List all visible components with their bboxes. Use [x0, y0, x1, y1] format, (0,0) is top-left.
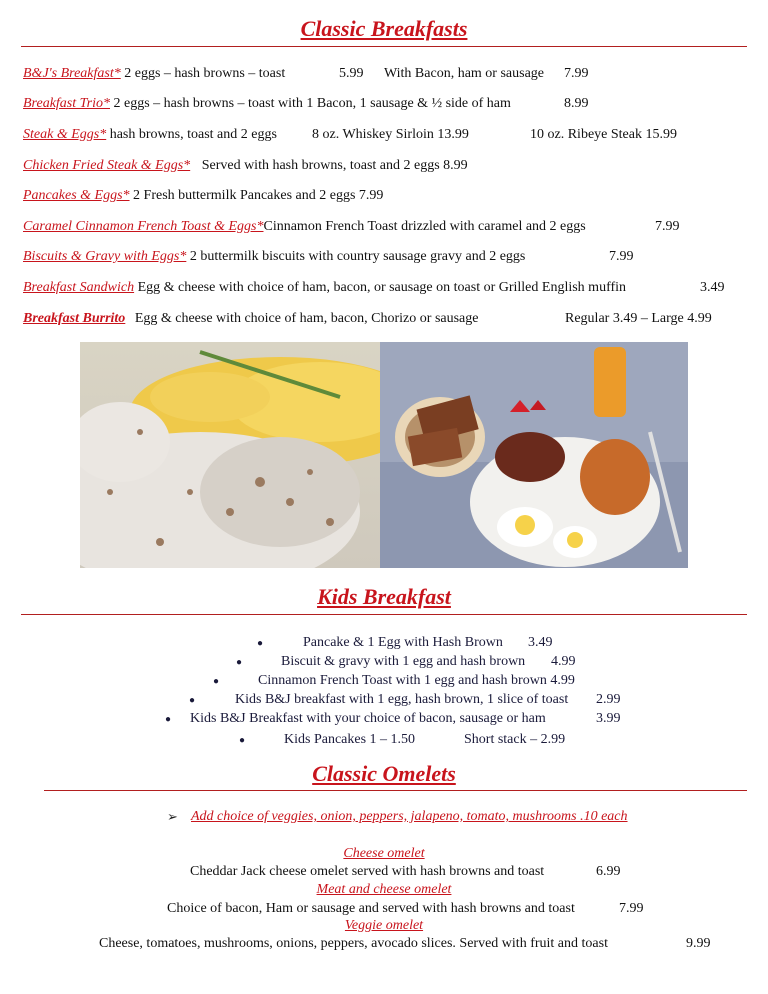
item-desc: Served with hash browns, toast and 2 eggs 8.99 [201, 158, 468, 173]
arrow-bullet-icon: ➢ [167, 809, 178, 824]
item-desc: 2 eggs – hash browns – toast with 1 Bacon, 1 sausage & ½ side of ham [113, 96, 511, 111]
omelet-desc: Cheese, tomatoes, mushrooms, onions, peppers, avocado slices. Served with fruit and toast [99, 936, 608, 951]
omelet-name: Veggie omelet [344, 918, 424, 933]
item-name: B&J's Breakfast* [23, 66, 121, 81]
omelet-price: 9.99 [686, 936, 711, 951]
item-name: Pancakes & Eggs* [23, 188, 130, 203]
kids-breakfast-title: Kids Breakfast [317, 584, 451, 609]
title-divider [21, 614, 747, 615]
item-desc: 2 eggs – hash browns – toast [124, 66, 286, 81]
list-item-price: 4.99 [551, 654, 576, 669]
item-name: Breakfast Trio* [23, 96, 110, 111]
omelet-desc: Choice of bacon, Ham or sausage and served with hash browns and toast [167, 901, 575, 916]
menu-item [23, 127, 277, 143]
classic-omelets-title: Classic Omelets [312, 761, 456, 786]
list-item-price: Short stack – 2.99 [464, 732, 566, 747]
item-desc: Egg & cheese with choice of ham, bacon, or sausage on toast or Grilled English muffin [137, 280, 627, 295]
title-divider [44, 790, 747, 791]
bullet-dot-icon: ● [189, 695, 196, 706]
list-item: Kids B&J Breakfast with your choice of bacon, sausage or ham [190, 711, 546, 726]
bullet-dot-icon: ● [257, 638, 264, 649]
list-item-price: 3.99 [596, 711, 621, 726]
omelet-name: Cheese omelet [343, 846, 425, 861]
omelet-price: 7.99 [619, 901, 644, 916]
item-desc: hash browns, toast and 2 eggs [109, 127, 277, 142]
list-item: Kids B&J breakfast with 1 egg, hash brown, 1 slice of toast [235, 692, 569, 707]
item-extra: With Bacon, ham or sausage [384, 66, 545, 81]
item-name: Breakfast Sandwich [23, 280, 135, 295]
omelet-price: 6.99 [596, 864, 621, 879]
item-desc: 2 buttermilk biscuits with country sausage gravy and 2 eggs [189, 249, 526, 264]
item-option: 10 oz. Ribeye Steak 15.99 [530, 127, 677, 142]
list-item: Pancake & 1 Egg with Hash Brown [303, 635, 503, 650]
item-option: 8 oz. Whiskey Sirloin 13.99 [312, 127, 469, 142]
item-name: Steak & Eggs* [23, 127, 107, 142]
item-price: 8.99 [564, 96, 589, 111]
menu-item [23, 96, 511, 112]
title-divider [21, 46, 747, 47]
item-name: Caramel Cinnamon French Toast & Eggs* [23, 219, 264, 234]
item-desc: Cinnamon French Toast drizzled with caramel and 2 eggs [263, 219, 586, 234]
omelet-desc: Cheddar Jack cheese omelet served with hash browns and toast [190, 864, 545, 879]
menu-item [23, 66, 285, 82]
item-price: 7.99 [655, 219, 680, 234]
omelet-name: Meat and cheese omelet [316, 882, 452, 897]
menu-item [23, 219, 586, 235]
list-item: Cinnamon French Toast with 1 egg and hash brown 4.99 [258, 673, 575, 688]
bullet-dot-icon: ● [239, 735, 246, 746]
item-desc: 2 Fresh buttermilk Pancakes and 2 eggs 7.99 [133, 188, 384, 203]
item-name: Biscuits & Gravy with Eggs* [23, 249, 187, 264]
item-desc: Egg & cheese with choice of ham, bacon, Chorizo or sausage [134, 311, 479, 326]
list-item: Biscuit & gravy with 1 egg and hash brown [281, 654, 526, 669]
item-price: Regular 3.49 – Large 4.99 [565, 311, 712, 326]
list-item-price: 2.99 [596, 692, 621, 707]
item-price: 5.99 [339, 66, 364, 81]
item-extra-price: 7.99 [564, 66, 589, 81]
menu-item [23, 158, 468, 174]
bullet-dot-icon: ● [165, 714, 172, 725]
item-price: 7.99 [609, 249, 634, 264]
classic-breakfasts-title: Classic Breakfasts [300, 16, 468, 41]
bullet-dot-icon: ● [213, 676, 220, 687]
menu-item [23, 249, 525, 265]
item-price: 3.49 [700, 280, 725, 295]
omelet-addon-note: Add choice of veggies, onion, peppers, jalapeno, tomato, mushrooms .10 each [191, 809, 628, 824]
bullet-dot-icon: ● [236, 657, 243, 668]
menu-item [23, 280, 626, 296]
menu-item [23, 188, 383, 204]
list-item: Kids Pancakes 1 – 1.50 [284, 732, 416, 747]
list-item-price: 3.49 [528, 635, 553, 650]
item-name: Breakfast Burrito [23, 311, 126, 326]
menu-item [23, 311, 478, 327]
item-name: Chicken Fried Steak & Eggs* [23, 158, 191, 173]
breakfast-plate-photo [380, 342, 688, 568]
biscuits-gravy-photo [80, 342, 380, 568]
